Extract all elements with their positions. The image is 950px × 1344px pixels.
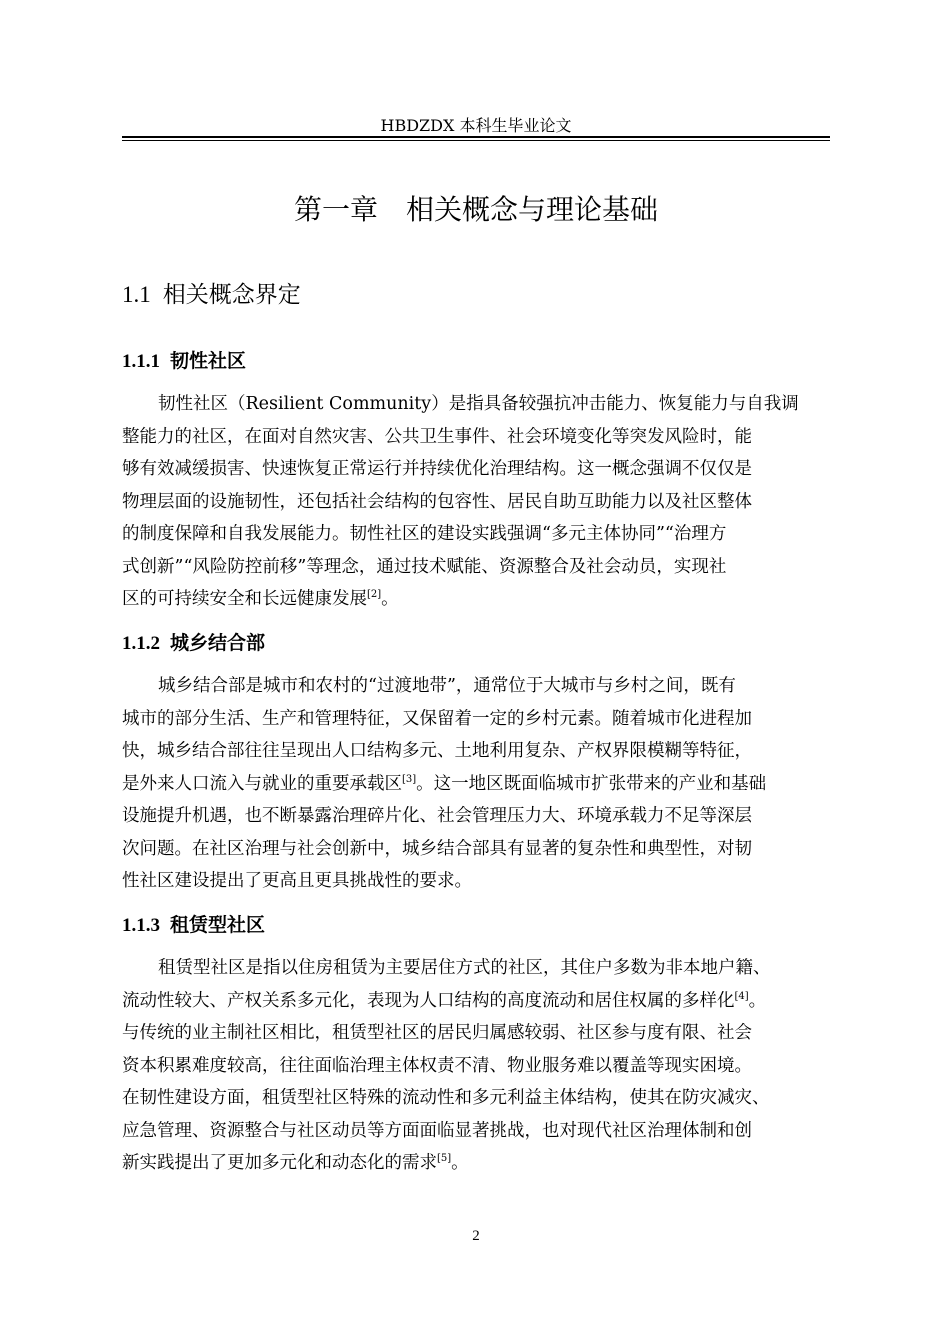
citation: [3]: [402, 773, 417, 785]
paragraph-line: 应急管理、资源整合与社区动员等方面面临显著挑战，也对现代社区治理体制和创: [122, 1120, 752, 1141]
paragraph-line: 与传统的业主制社区相比，租赁型社区的居民归属感较弱、社区参与度有限、社会: [122, 1023, 752, 1043]
paragraph-urban-rural-fringe: [122, 670, 830, 898]
paragraph-line: [122, 768, 830, 801]
paragraph-line: 租赁型社区是指以住房租赁为主要居住方式的社区，其住户多数为非本地户籍、: [158, 958, 771, 978]
citation: [4]: [734, 990, 749, 1002]
page-number: 2: [472, 1228, 480, 1244]
citation: [5]: [437, 1153, 452, 1165]
paragraph-line: [122, 1147, 830, 1180]
paragraph-line: [122, 583, 830, 616]
line-tail: 。: [748, 990, 767, 1011]
line-tail: 。: [381, 589, 399, 609]
paragraph-line: 在韧性建设方面，租赁型社区特殊的流动性和多元利益主体结构，使其在防灾减灾、: [122, 1088, 770, 1108]
header-rule-thin: [122, 140, 830, 141]
subsection-number: 1.1.2: [122, 633, 160, 654]
paragraph-line: 次问题。在社区治理与社会创新中，城乡结合部具有显著的复杂性和典型性，对韧: [122, 838, 752, 859]
paragraph-line: 城市的部分生活、生产和管理特征，又保留着一定的乡村元素。随着城市化进程加: [122, 708, 752, 729]
subsection-title-text: 租赁型社区: [170, 914, 266, 936]
line-text: 区的可持续安全和长远健康发展: [122, 589, 367, 609]
paragraph-line: 式创新”“风险防控前移”等理念，通过技术赋能、资源整合及社会动员，实现社: [122, 556, 727, 577]
paragraph-line: 设施提升机遇，也不断暴露治理碎片化、社会管理压力大、环境承载力不足等深层: [122, 806, 752, 826]
header-rule-thick: [122, 136, 830, 138]
line-text: 流动性较大、产权关系多元化，表现为人口结构的高度流动和居住权属的多样化: [122, 990, 735, 1011]
subsection-heading-urban-rural-fringe: [122, 630, 265, 657]
line-tail: 。这一地区既面临城市扩张带来的产业和基础: [416, 773, 767, 794]
subsection-number: 1.1.1: [122, 351, 160, 372]
paragraph-resilient-community: [122, 388, 830, 616]
line-tail: 。: [451, 1153, 469, 1173]
paragraph-line: 城乡结合部是城市和农村的“过渡地带”，通常位于大城市与乡村之间，既有: [158, 676, 736, 696]
subsection-title-text: 韧性社区: [170, 350, 247, 372]
subsection-heading-rental-community: [122, 912, 265, 939]
subsection-heading-resilient-community: [122, 348, 246, 375]
section-title-text: 相关概念界定: [162, 282, 301, 308]
subsection-title-text: 城乡结合部: [170, 632, 266, 654]
paragraph-line: 够有效减缓损害、快速恢复正常运行并持续优化治理结构。这一概念强调不仅仅是: [122, 459, 752, 479]
paragraph-line: 物理层面的设施韧性，还包括社会结构的包容性、居民自助互助能力以及社区整体: [122, 491, 752, 512]
paragraph-line: 快，城乡结合部往往呈现出人口结构多元、土地利用复杂、产权界限模糊等特征，: [122, 741, 752, 761]
paragraph-line: 韧性社区（Resilient Community）是指具备较强抗冲击能力、恢复能力与自我调: [158, 394, 799, 414]
line-text: 是外来人口流入与就业的重要承载区: [122, 773, 402, 794]
running-header: HBDZDX 本科生毕业论文: [380, 116, 572, 135]
citation: [2]: [367, 589, 382, 601]
chapter-title: 第一章 相关概念与理论基础: [293, 193, 658, 226]
paragraph-line: 性社区建设提出了更高且更具挑战性的要求。: [122, 871, 472, 891]
line-text: 新实践提出了更加多元化和动态化的需求: [122, 1153, 437, 1173]
paragraph-rental-community: [122, 952, 830, 1180]
paragraph-line: 资本积累难度较高，往往面临治理主体权责不清、物业服务难以覆盖等现实困境。: [122, 1055, 752, 1076]
subsection-number: 1.1.3: [122, 915, 160, 936]
paragraph-line: 整能力的社区，在面对自然灾害、公共卫生事件、社会环境变化等突发风险时，能: [122, 426, 752, 447]
paragraph-line: [122, 985, 830, 1018]
section-heading: [122, 280, 301, 310]
paragraph-line: 的制度保障和自我发展能力。韧性社区的建设实践强调“多元主体协同”“治理方: [122, 524, 727, 544]
section-number: 1.1: [122, 282, 151, 307]
